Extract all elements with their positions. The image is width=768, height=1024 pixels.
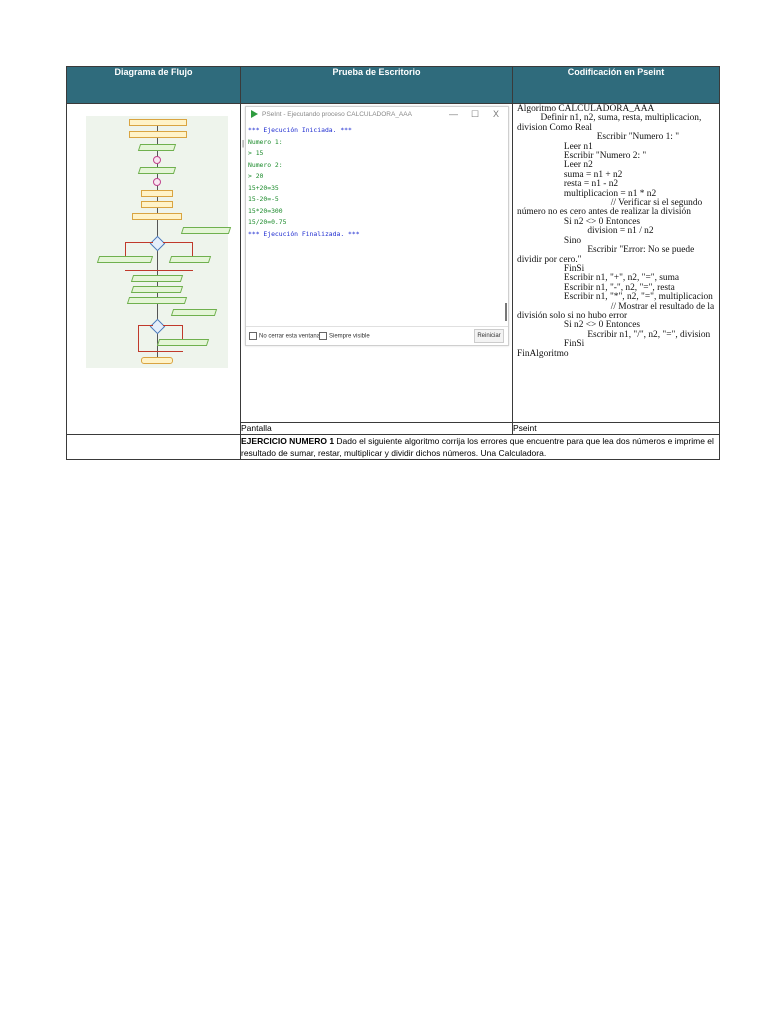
console-line: *** Ejecución Iniciada. *** bbox=[248, 126, 352, 134]
console-line: Numero 2: bbox=[248, 160, 283, 169]
exercise-title: EJERCICIO NUMERO 1 bbox=[241, 436, 335, 446]
restart-button[interactable]: Reiniciar bbox=[474, 329, 504, 343]
text-cursor: | bbox=[242, 139, 245, 148]
always-visible-label: Siempre visible bbox=[329, 333, 370, 340]
exercise-spacer bbox=[67, 435, 241, 460]
console-line: 15-20=-5 bbox=[248, 195, 279, 203]
console-footer bbox=[246, 326, 508, 345]
console-line: 15+20=35 bbox=[248, 183, 279, 192]
pseint-code-cell bbox=[513, 104, 720, 423]
header-desk-test: Prueba de Escritorio bbox=[241, 67, 513, 104]
close-button[interactable]: X bbox=[493, 109, 500, 119]
console-line: 15*20=300 bbox=[248, 206, 283, 215]
console-line: *** Ejecución Finalizada. *** bbox=[248, 229, 360, 238]
console-line: > 15 bbox=[248, 149, 264, 157]
exercise-statement bbox=[241, 435, 720, 460]
always-visible-option[interactable] bbox=[319, 332, 370, 340]
console-line: > 20 bbox=[248, 172, 264, 180]
header-pseint-code: Codificación en Pseint bbox=[513, 67, 720, 104]
no-close-label: No cerrar esta ventana bbox=[259, 333, 321, 340]
pseint-logo-icon bbox=[251, 110, 258, 118]
pseint-code: Algoritmo CALCULADORA_AAA Definir n1, n2, suma, resta, multiplicacion, division Como Real Escribir "Numero 1: " Leer n1 Escribir "Numero 2: " Leer n2 suma = n1 + n2 resta = n1 - n2 multiplicacion = n1 * n2 // Verificar si el segundo número no es cero antes de realizar la división Si n2 <> 0 Entonces division = n1 / n2 Sino Escribir "Error: No se puede dividir por cero." FinSi Escribir n1, "+", n2, "=", suma Escribir n1, "-", n2, "=", resta Escribir n1, "*", n2, "=", multiplicacion // Mostrar el resultado de la división solo si no hubo error Si n2 <> 0 Entonces Escribir n1, "/", n2, "=", division FinSi FinAlgoritmo bbox=[517, 104, 715, 359]
desk-test-cell bbox=[241, 104, 513, 423]
console-window bbox=[245, 106, 509, 346]
always-visible-checkbox[interactable] bbox=[319, 332, 327, 340]
pseint-label: Pseint bbox=[513, 423, 720, 435]
minimize-button[interactable]: — bbox=[449, 109, 458, 119]
flowchart-image bbox=[86, 116, 228, 368]
console-output bbox=[248, 125, 500, 325]
no-close-checkbox[interactable] bbox=[249, 332, 257, 340]
maximize-button[interactable]: ☐ bbox=[471, 109, 480, 119]
exercise-text: Dado el siguiente algoritmo corrija los errores que encuentre para que lea dos números e imprime el resultado de sumar, restar, multiplicar y dividir dichos números. Una Calculadora. bbox=[241, 436, 714, 458]
console-line: 15/20=0.75 bbox=[248, 218, 287, 226]
console-titlebar bbox=[246, 107, 508, 123]
console-line: Numero 1: bbox=[248, 137, 283, 146]
header-flowchart: Diagrama de Flujo bbox=[67, 67, 241, 104]
console-scrollbar[interactable] bbox=[505, 303, 507, 321]
exercise-table bbox=[66, 66, 720, 460]
console-title: PSeInt - Ejecutando proceso CALCULADORA_AAA bbox=[262, 111, 412, 118]
pantalla-label: Pantalla bbox=[241, 423, 513, 435]
flowchart-cell bbox=[67, 104, 241, 435]
no-close-option[interactable] bbox=[249, 332, 320, 340]
